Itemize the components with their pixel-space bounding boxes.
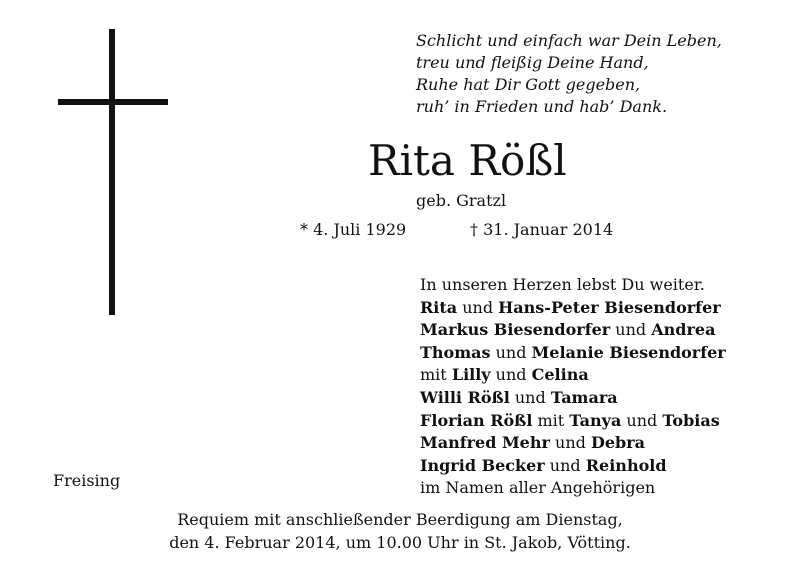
mourner-line <box>420 455 726 478</box>
mourner-name: Florian Rößl <box>420 410 533 430</box>
mourner-name: Thomas <box>420 342 491 362</box>
poem <box>416 30 776 118</box>
mourner-name: Rita <box>420 297 458 317</box>
mourner-line <box>420 364 726 387</box>
mourner-line <box>420 297 726 320</box>
mourner-name: Lilly <box>451 365 491 385</box>
cross-vertical-bar <box>109 29 115 315</box>
mourner-name: Melanie Biesendorfer <box>531 342 726 362</box>
mourner-connector: und <box>621 410 663 430</box>
mourners-intro: In unseren Herzen lebst Du weiter. <box>420 275 705 294</box>
cross-horizontal-bar <box>58 99 168 105</box>
maiden-name: geb. Gratzl <box>416 191 507 210</box>
death-date: † 31. Januar 2014 <box>470 220 614 239</box>
mourner-connector: und <box>610 320 652 340</box>
mourner-connector: mit <box>420 365 452 385</box>
mourner-name: Debra <box>590 433 645 453</box>
mourner-name: Ingrid Becker <box>420 455 545 475</box>
mourner-name: Reinhold <box>585 455 667 475</box>
mourner-connector: und <box>490 342 532 362</box>
mourner-name: Tanya <box>569 410 622 430</box>
birth-date: * 4. Juli 1929 <box>300 220 407 239</box>
poem-line: Ruhe hat Dir Gott gegeben, <box>416 75 641 94</box>
mourner-connector: mit <box>532 410 570 430</box>
mourners-closing: im Namen aller Angehörigen <box>420 478 656 498</box>
mourner-name: Celina <box>531 365 589 385</box>
mourner-name: Willi Rößl <box>420 387 510 407</box>
mourner-name: Hans-Peter Biesendorfer <box>498 297 721 317</box>
mourner-connector: und <box>549 433 591 453</box>
mourner-name: Markus Biesendorfer <box>420 320 611 340</box>
mourner-line <box>420 319 726 342</box>
deceased-name: Rita Rößl <box>368 136 567 185</box>
poem-line: ruh’ in Frieden und hab’ Dank. <box>416 97 668 116</box>
mourner-name: Manfred Mehr <box>420 433 550 453</box>
poem-line: Schlicht und einfach war Dein Leben, <box>416 31 722 50</box>
place-name: Freising <box>53 471 121 490</box>
requiem-line: Requiem mit anschließender Beerdigung am Dienstag, <box>177 510 623 529</box>
requiem-line: den 4. Februar 2014, um 10.00 Uhr in St. Jakob, Vötting. <box>169 533 631 552</box>
mourner-line <box>420 342 726 365</box>
mourner-connector: und <box>457 297 499 317</box>
requiem-notice <box>0 508 800 554</box>
mourner-connector: und <box>509 387 551 407</box>
mourners-list <box>420 274 726 500</box>
mourner-line <box>420 387 726 410</box>
mourner-line <box>420 432 726 455</box>
mourner-line <box>420 410 726 433</box>
mourner-name: Tobias <box>662 410 720 430</box>
mourner-connector: und <box>490 365 532 385</box>
mourner-name: Andrea <box>651 320 716 340</box>
mourner-connector: und <box>544 455 586 475</box>
mourner-name: Tamara <box>550 387 618 407</box>
mourner-lines <box>420 297 726 478</box>
poem-line: treu und fleißig Deine Hand, <box>416 53 649 72</box>
